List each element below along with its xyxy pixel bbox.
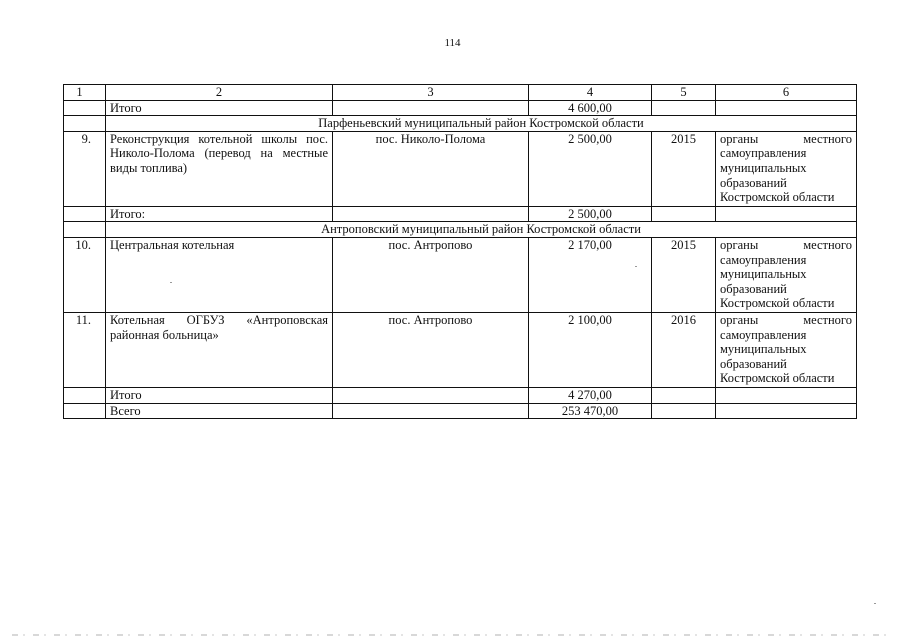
table-header-row	[64, 85, 857, 101]
object-location: пос. Николо-Полома	[333, 131, 529, 206]
section-row	[64, 116, 857, 132]
object-responsible: органы местного самоуправления муниципальных образований Костромской области	[716, 131, 857, 206]
total-amount: 253 470,00	[529, 403, 652, 419]
page-number: 114	[444, 37, 461, 49]
section-title: Антроповский муниципальный район Костромской области	[106, 222, 857, 238]
total-amount: 4 270,00	[529, 387, 652, 403]
table-row	[64, 237, 857, 312]
scan-speck	[170, 282, 172, 283]
object-location: пос. Антропово	[333, 237, 529, 312]
total-amount: 2 500,00	[529, 206, 652, 222]
total-amount: 4 600,00	[529, 100, 652, 116]
column-header: 5	[652, 85, 716, 101]
object-year: 2015	[652, 237, 716, 312]
table-row	[64, 312, 857, 387]
object-responsible: органы местного самоуправления муниципальных образований Костромской области	[716, 237, 857, 312]
data-table	[63, 84, 857, 419]
table-row	[64, 131, 857, 206]
object-name: Реконструкция котельной школы пос. Николо-Полома (перевод на местные виды топлива)	[106, 131, 333, 206]
total-row	[64, 387, 857, 403]
column-header: 1	[64, 85, 106, 101]
object-responsible: органы местного самоуправления муниципальных образований Костромской области	[716, 312, 857, 387]
scan-speck	[635, 266, 637, 267]
row-number: 10.	[64, 237, 106, 312]
object-year: 2016	[652, 312, 716, 387]
object-name: Центральная котельная	[106, 237, 333, 312]
object-location: пос. Антропово	[333, 312, 529, 387]
total-row	[64, 206, 857, 222]
object-amount: 2 170,00	[529, 237, 652, 312]
section-title: Парфеньевский муниципальный район Костромской области	[106, 116, 857, 132]
object-amount: 2 100,00	[529, 312, 652, 387]
column-header: 4	[529, 85, 652, 101]
row-number: 11.	[64, 312, 106, 387]
object-amount: 2 500,00	[529, 131, 652, 206]
column-header: 3	[333, 85, 529, 101]
grand-total-row	[64, 403, 857, 419]
total-row	[64, 100, 857, 116]
section-row	[64, 222, 857, 238]
total-label: Итого	[106, 100, 333, 116]
object-name: Котельная ОГБУЗ «Антроповская районная больница»	[106, 312, 333, 387]
column-header: 2	[106, 85, 333, 101]
total-label: Итого:	[106, 206, 333, 222]
object-year: 2015	[652, 131, 716, 206]
scan-speck	[874, 603, 876, 604]
column-header: 6	[716, 85, 857, 101]
total-label: Итого	[106, 387, 333, 403]
total-label: Всего	[106, 403, 333, 419]
row-number: 9.	[64, 131, 106, 206]
scan-edge-noise	[12, 634, 892, 636]
